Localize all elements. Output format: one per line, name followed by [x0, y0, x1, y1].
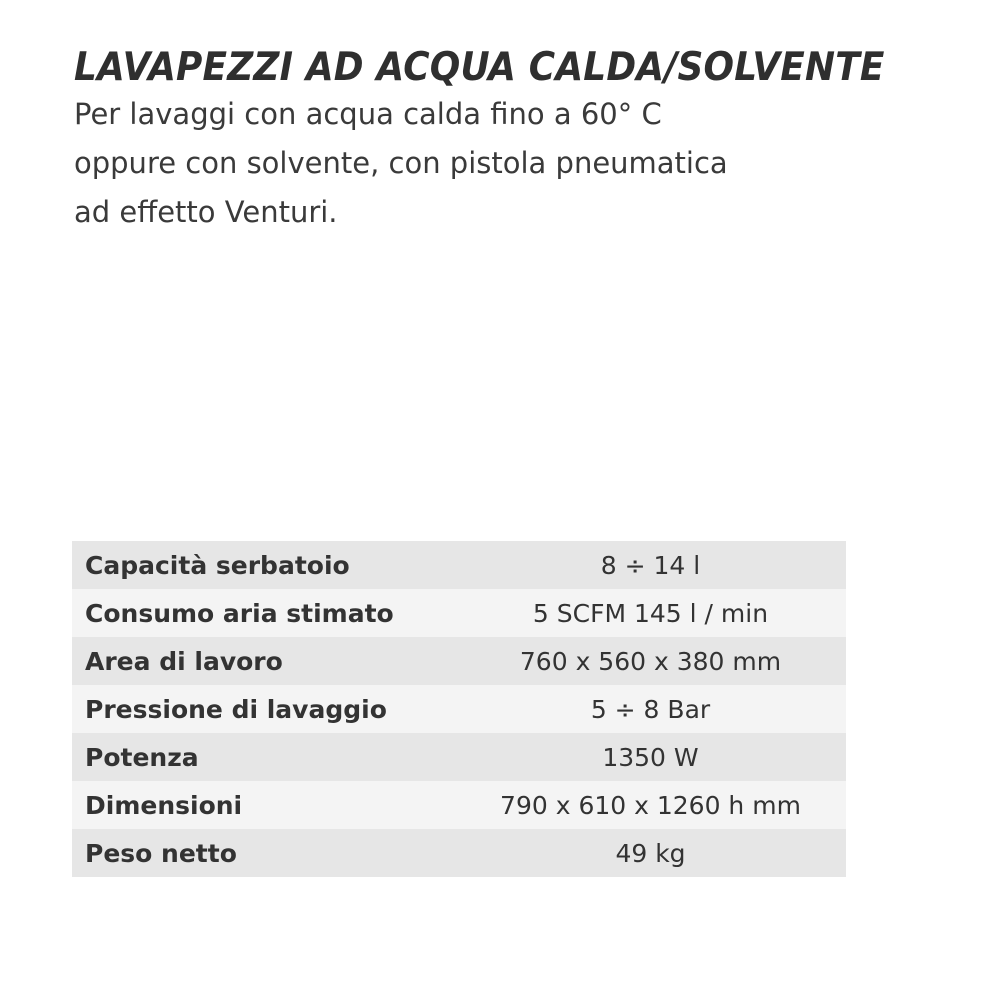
page-title: LAVAPEZZI AD ACQUA CALDA/SOLVENTE — [74, 45, 885, 91]
spec-value: 1350 W — [455, 733, 846, 781]
spec-label: Consumo aria stimato — [72, 589, 455, 637]
spec-value: 5 SCFM 145 l / min — [455, 589, 846, 637]
spec-label: Peso netto — [72, 829, 455, 877]
spec-label: Potenza — [72, 733, 455, 781]
spec-value: 8 ÷ 14 l — [455, 541, 846, 589]
spec-value: 760 x 560 x 380 mm — [455, 637, 846, 685]
spec-value: 49 kg — [455, 829, 846, 877]
table-row — [72, 781, 846, 829]
product-description — [74, 90, 834, 237]
description-line: Per lavaggi con acqua calda fino a 60° C — [74, 97, 662, 131]
table-row — [72, 589, 846, 637]
table-row — [72, 541, 846, 589]
table-row — [72, 685, 846, 733]
spec-label: Capacità serbatoio — [72, 541, 455, 589]
spec-value: 790 x 610 x 1260 h mm — [455, 781, 846, 829]
spec-label: Area di lavoro — [72, 637, 455, 685]
spec-table — [72, 541, 846, 877]
spec-label: Pressione di lavaggio — [72, 685, 455, 733]
spec-label: Dimensioni — [72, 781, 455, 829]
table-row — [72, 829, 846, 877]
spec-value: 5 ÷ 8 Bar — [455, 685, 846, 733]
description-line: ad effetto Venturi. — [74, 195, 338, 229]
table-row — [72, 733, 846, 781]
table-row — [72, 637, 846, 685]
description-line: oppure con solvente, con pistola pneumatica — [74, 146, 728, 180]
